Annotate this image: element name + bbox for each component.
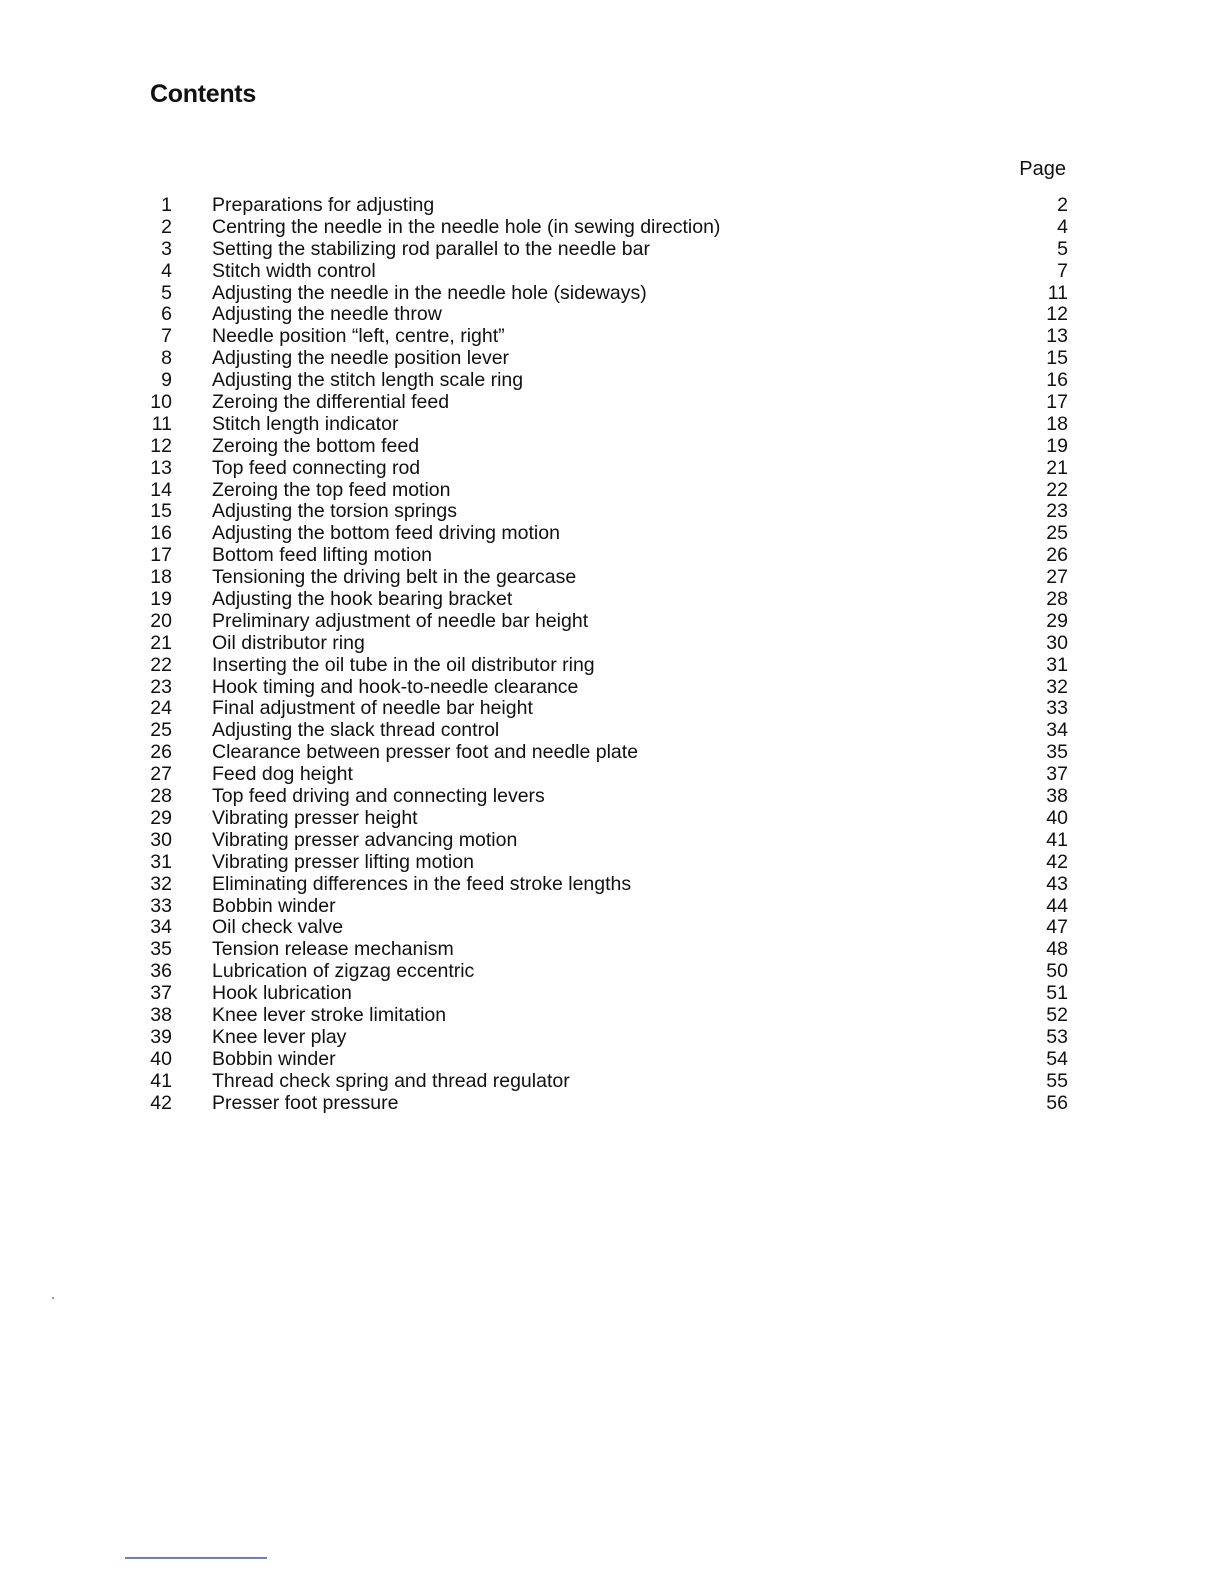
entry-number: 19 xyxy=(150,588,172,611)
entry-label: Zeroing the bottom feed xyxy=(212,434,420,457)
entry-number: 33 xyxy=(150,894,172,917)
toc-entry xyxy=(140,414,1068,436)
entry-page: 19 xyxy=(1046,434,1068,457)
entry-page: 47 xyxy=(1046,916,1068,939)
entry-page: 31 xyxy=(1046,653,1068,676)
toc-entry xyxy=(140,458,1068,480)
toc-entry xyxy=(140,283,1068,305)
toc-entry xyxy=(140,896,1068,918)
toc-entry xyxy=(140,830,1068,852)
entry-page: 40 xyxy=(1046,806,1068,829)
entry-number: 23 xyxy=(150,675,172,698)
entry-number: 26 xyxy=(150,741,172,764)
entry-number: 22 xyxy=(150,653,172,676)
entry-page: 50 xyxy=(1046,960,1068,983)
toc-entry xyxy=(140,304,1068,326)
toc-entry xyxy=(140,567,1068,589)
entry-number: 17 xyxy=(150,544,172,567)
entry-label: Feed dog height xyxy=(212,763,353,786)
entry-label: Hook timing and hook-to-needle clearance xyxy=(212,675,579,698)
entry-page: 51 xyxy=(1046,982,1068,1005)
entry-page: 32 xyxy=(1046,675,1068,698)
entry-number: 9 xyxy=(161,369,172,392)
entry-number: 34 xyxy=(150,916,172,939)
entry-page: 18 xyxy=(1046,412,1068,435)
toc-entry xyxy=(140,786,1068,808)
toc-entry xyxy=(140,852,1068,874)
entry-label: Adjusting the needle throw xyxy=(212,303,442,326)
entry-number: 4 xyxy=(161,259,172,282)
entry-label: Vibrating presser height xyxy=(212,806,418,829)
entry-number: 2 xyxy=(161,215,172,238)
toc-entry xyxy=(140,939,1068,961)
entry-page: 25 xyxy=(1046,522,1068,545)
entry-number: 16 xyxy=(150,522,172,545)
entry-number: 39 xyxy=(150,1025,172,1048)
toc-entry xyxy=(140,655,1068,677)
entry-label: Needle position “left, centre, right” xyxy=(212,325,505,348)
toc-entry xyxy=(140,611,1068,633)
entry-number: 7 xyxy=(161,325,172,348)
entry-label: Tension release mechanism xyxy=(212,938,454,961)
entry-number: 8 xyxy=(161,347,172,370)
entry-number: 11 xyxy=(151,412,172,435)
toc-entry xyxy=(140,501,1068,523)
entry-label: Adjusting the bottom feed driving motion xyxy=(212,522,560,545)
toc-entry xyxy=(140,545,1068,567)
entry-label: Adjusting the stitch length scale ring xyxy=(212,369,524,392)
toc-entry xyxy=(140,1005,1068,1027)
entry-label: Top feed connecting rod xyxy=(212,456,421,479)
entry-label: Bottom feed lifting motion xyxy=(212,544,433,567)
toc-entry xyxy=(140,677,1068,699)
scan-speck xyxy=(52,1297,54,1299)
entry-label: Adjusting the needle position lever xyxy=(212,347,510,370)
entry-page: 43 xyxy=(1046,872,1068,895)
entry-number: 13 xyxy=(150,456,172,479)
toc-entry xyxy=(140,742,1068,764)
entry-label: Inserting the oil tube in the oil distributor ring xyxy=(212,653,595,676)
entry-label: Zeroing the differential feed xyxy=(212,391,450,414)
entry-page: 22 xyxy=(1046,478,1068,501)
entry-label: Lubrication of zigzag eccentric xyxy=(212,960,475,983)
entry-label: Top feed driving and connecting levers xyxy=(212,785,545,808)
entry-label: Knee lever stroke limitation xyxy=(212,1003,447,1026)
entry-number: 42 xyxy=(150,1091,172,1114)
entry-page: 16 xyxy=(1046,369,1068,392)
entry-label: Vibrating presser lifting motion xyxy=(212,850,474,873)
entry-number: 30 xyxy=(150,828,172,851)
entry-page: 53 xyxy=(1046,1025,1068,1048)
entry-page: 41 xyxy=(1046,828,1068,851)
toc-entry xyxy=(140,698,1068,720)
toc-entry xyxy=(140,239,1068,261)
entry-number: 24 xyxy=(150,697,172,720)
entry-label: Preparations for adjusting xyxy=(212,194,435,216)
toc-entry xyxy=(140,523,1068,545)
toc-entry xyxy=(140,261,1068,283)
entry-number: 38 xyxy=(150,1003,172,1026)
entry-label: Tensioning the driving belt in the gearcase xyxy=(212,566,577,589)
entry-label: Oil distributor ring xyxy=(212,631,365,654)
entry-number: 28 xyxy=(150,785,172,808)
entry-page: 11 xyxy=(1047,281,1068,304)
entry-number: 12 xyxy=(150,434,172,457)
entry-page: 42 xyxy=(1046,850,1068,873)
entry-label: Thread check spring and thread regulator xyxy=(212,1069,570,1092)
entry-number: 36 xyxy=(150,960,172,983)
entry-label: Knee lever play xyxy=(212,1025,347,1048)
toc-entry xyxy=(140,392,1068,414)
entry-label: Oil check valve xyxy=(212,916,344,939)
toc-entry xyxy=(140,764,1068,786)
toc-entry xyxy=(140,589,1068,611)
entry-label: Adjusting the hook bearing bracket xyxy=(212,588,513,611)
footer-rule xyxy=(125,1557,267,1559)
entry-label: Zeroing the top feed motion xyxy=(212,478,451,501)
entry-page: 28 xyxy=(1046,588,1068,611)
entry-number: 15 xyxy=(150,500,172,523)
entry-page: 7 xyxy=(1057,259,1068,282)
entry-page: 5 xyxy=(1057,237,1068,260)
entry-page: 33 xyxy=(1046,697,1068,720)
entry-label: Presser foot pressure xyxy=(212,1091,399,1114)
entry-number: 32 xyxy=(150,872,172,895)
contents-list xyxy=(140,195,1068,1114)
entry-label: Setting the stabilizing rod parallel to the needle bar xyxy=(212,237,650,260)
toc-entry xyxy=(140,808,1068,830)
toc-entry xyxy=(140,326,1068,348)
entry-number: 29 xyxy=(150,806,172,829)
entry-number: 41 xyxy=(150,1069,172,1092)
toc-entry xyxy=(140,217,1068,239)
entry-label: Final adjustment of needle bar height xyxy=(212,697,533,720)
entry-number: 37 xyxy=(150,982,172,1005)
page-column-header: Page xyxy=(1019,158,1066,180)
entry-label: Clearance between presser foot and needle plate xyxy=(212,741,639,764)
entry-label: Bobbin winder xyxy=(212,894,336,917)
toc-entry xyxy=(140,983,1068,1005)
entry-page: 44 xyxy=(1046,894,1068,917)
entry-number: 40 xyxy=(150,1047,172,1070)
toc-entry xyxy=(140,874,1068,896)
toc-entry xyxy=(140,1049,1068,1071)
entry-page: 54 xyxy=(1046,1047,1068,1070)
entry-label: Adjusting the needle in the needle hole (sideways) xyxy=(212,281,647,304)
entry-page: 56 xyxy=(1046,1091,1068,1114)
entry-number: 31 xyxy=(150,850,172,873)
entry-page: 12 xyxy=(1046,303,1068,326)
entry-page: 37 xyxy=(1046,763,1068,786)
entry-page: 34 xyxy=(1046,719,1068,742)
entry-page: 30 xyxy=(1046,631,1068,654)
entry-label: Centring the needle in the needle hole (in sewing direction) xyxy=(212,215,721,238)
entry-page: 29 xyxy=(1046,609,1068,632)
entry-number: 21 xyxy=(150,631,172,654)
entry-number: 14 xyxy=(150,478,172,501)
toc-entry xyxy=(140,348,1068,370)
entry-number: 35 xyxy=(150,938,172,961)
toc-entry xyxy=(140,370,1068,392)
toc-entry xyxy=(140,1027,1068,1049)
entry-page: 13 xyxy=(1046,325,1068,348)
toc-entry xyxy=(140,961,1068,983)
entry-label: Preliminary adjustment of needle bar height xyxy=(212,609,589,632)
entry-label: Vibrating presser advancing motion xyxy=(212,828,518,851)
toc-entry xyxy=(140,436,1068,458)
entry-page: 38 xyxy=(1046,785,1068,808)
entry-number: 27 xyxy=(150,763,172,786)
entry-label: Bobbin winder xyxy=(212,1047,336,1070)
toc-entry xyxy=(140,195,1068,217)
entry-page: 27 xyxy=(1046,566,1068,589)
entry-page: 26 xyxy=(1046,544,1068,567)
entry-page: 15 xyxy=(1046,347,1068,370)
toc-entry xyxy=(140,1071,1068,1093)
entry-number: 5 xyxy=(161,281,172,304)
entry-number: 6 xyxy=(161,303,172,326)
entry-label: Hook lubrication xyxy=(212,982,352,1005)
entry-number: 18 xyxy=(150,566,172,589)
entry-page: 52 xyxy=(1046,1003,1068,1026)
entry-label: Eliminating differences in the feed stroke lengths xyxy=(212,872,632,895)
entry-number: 20 xyxy=(150,609,172,632)
toc-entry xyxy=(140,480,1068,502)
entry-number: 10 xyxy=(150,391,172,414)
entry-page: 55 xyxy=(1046,1069,1068,1092)
toc-entry xyxy=(140,1093,1068,1115)
entry-number: 3 xyxy=(161,237,172,260)
entry-label: Stitch length indicator xyxy=(212,412,399,435)
entry-page: 35 xyxy=(1046,741,1068,764)
entry-page: 23 xyxy=(1046,500,1068,523)
entry-page: 2 xyxy=(1057,194,1068,216)
entry-page: 17 xyxy=(1046,391,1068,414)
entry-label: Stitch width control xyxy=(212,259,376,282)
entry-number: 25 xyxy=(150,719,172,742)
toc-entry xyxy=(140,917,1068,939)
entry-label: Adjusting the torsion springs xyxy=(212,500,457,523)
page-title: Contents xyxy=(150,80,256,108)
toc-entry xyxy=(140,633,1068,655)
toc-entry xyxy=(140,720,1068,742)
entry-number: 1 xyxy=(161,194,172,216)
entry-page: 4 xyxy=(1057,215,1068,238)
entry-page: 21 xyxy=(1046,456,1068,479)
entry-label: Adjusting the slack thread control xyxy=(212,719,500,742)
entry-page: 48 xyxy=(1046,938,1068,961)
